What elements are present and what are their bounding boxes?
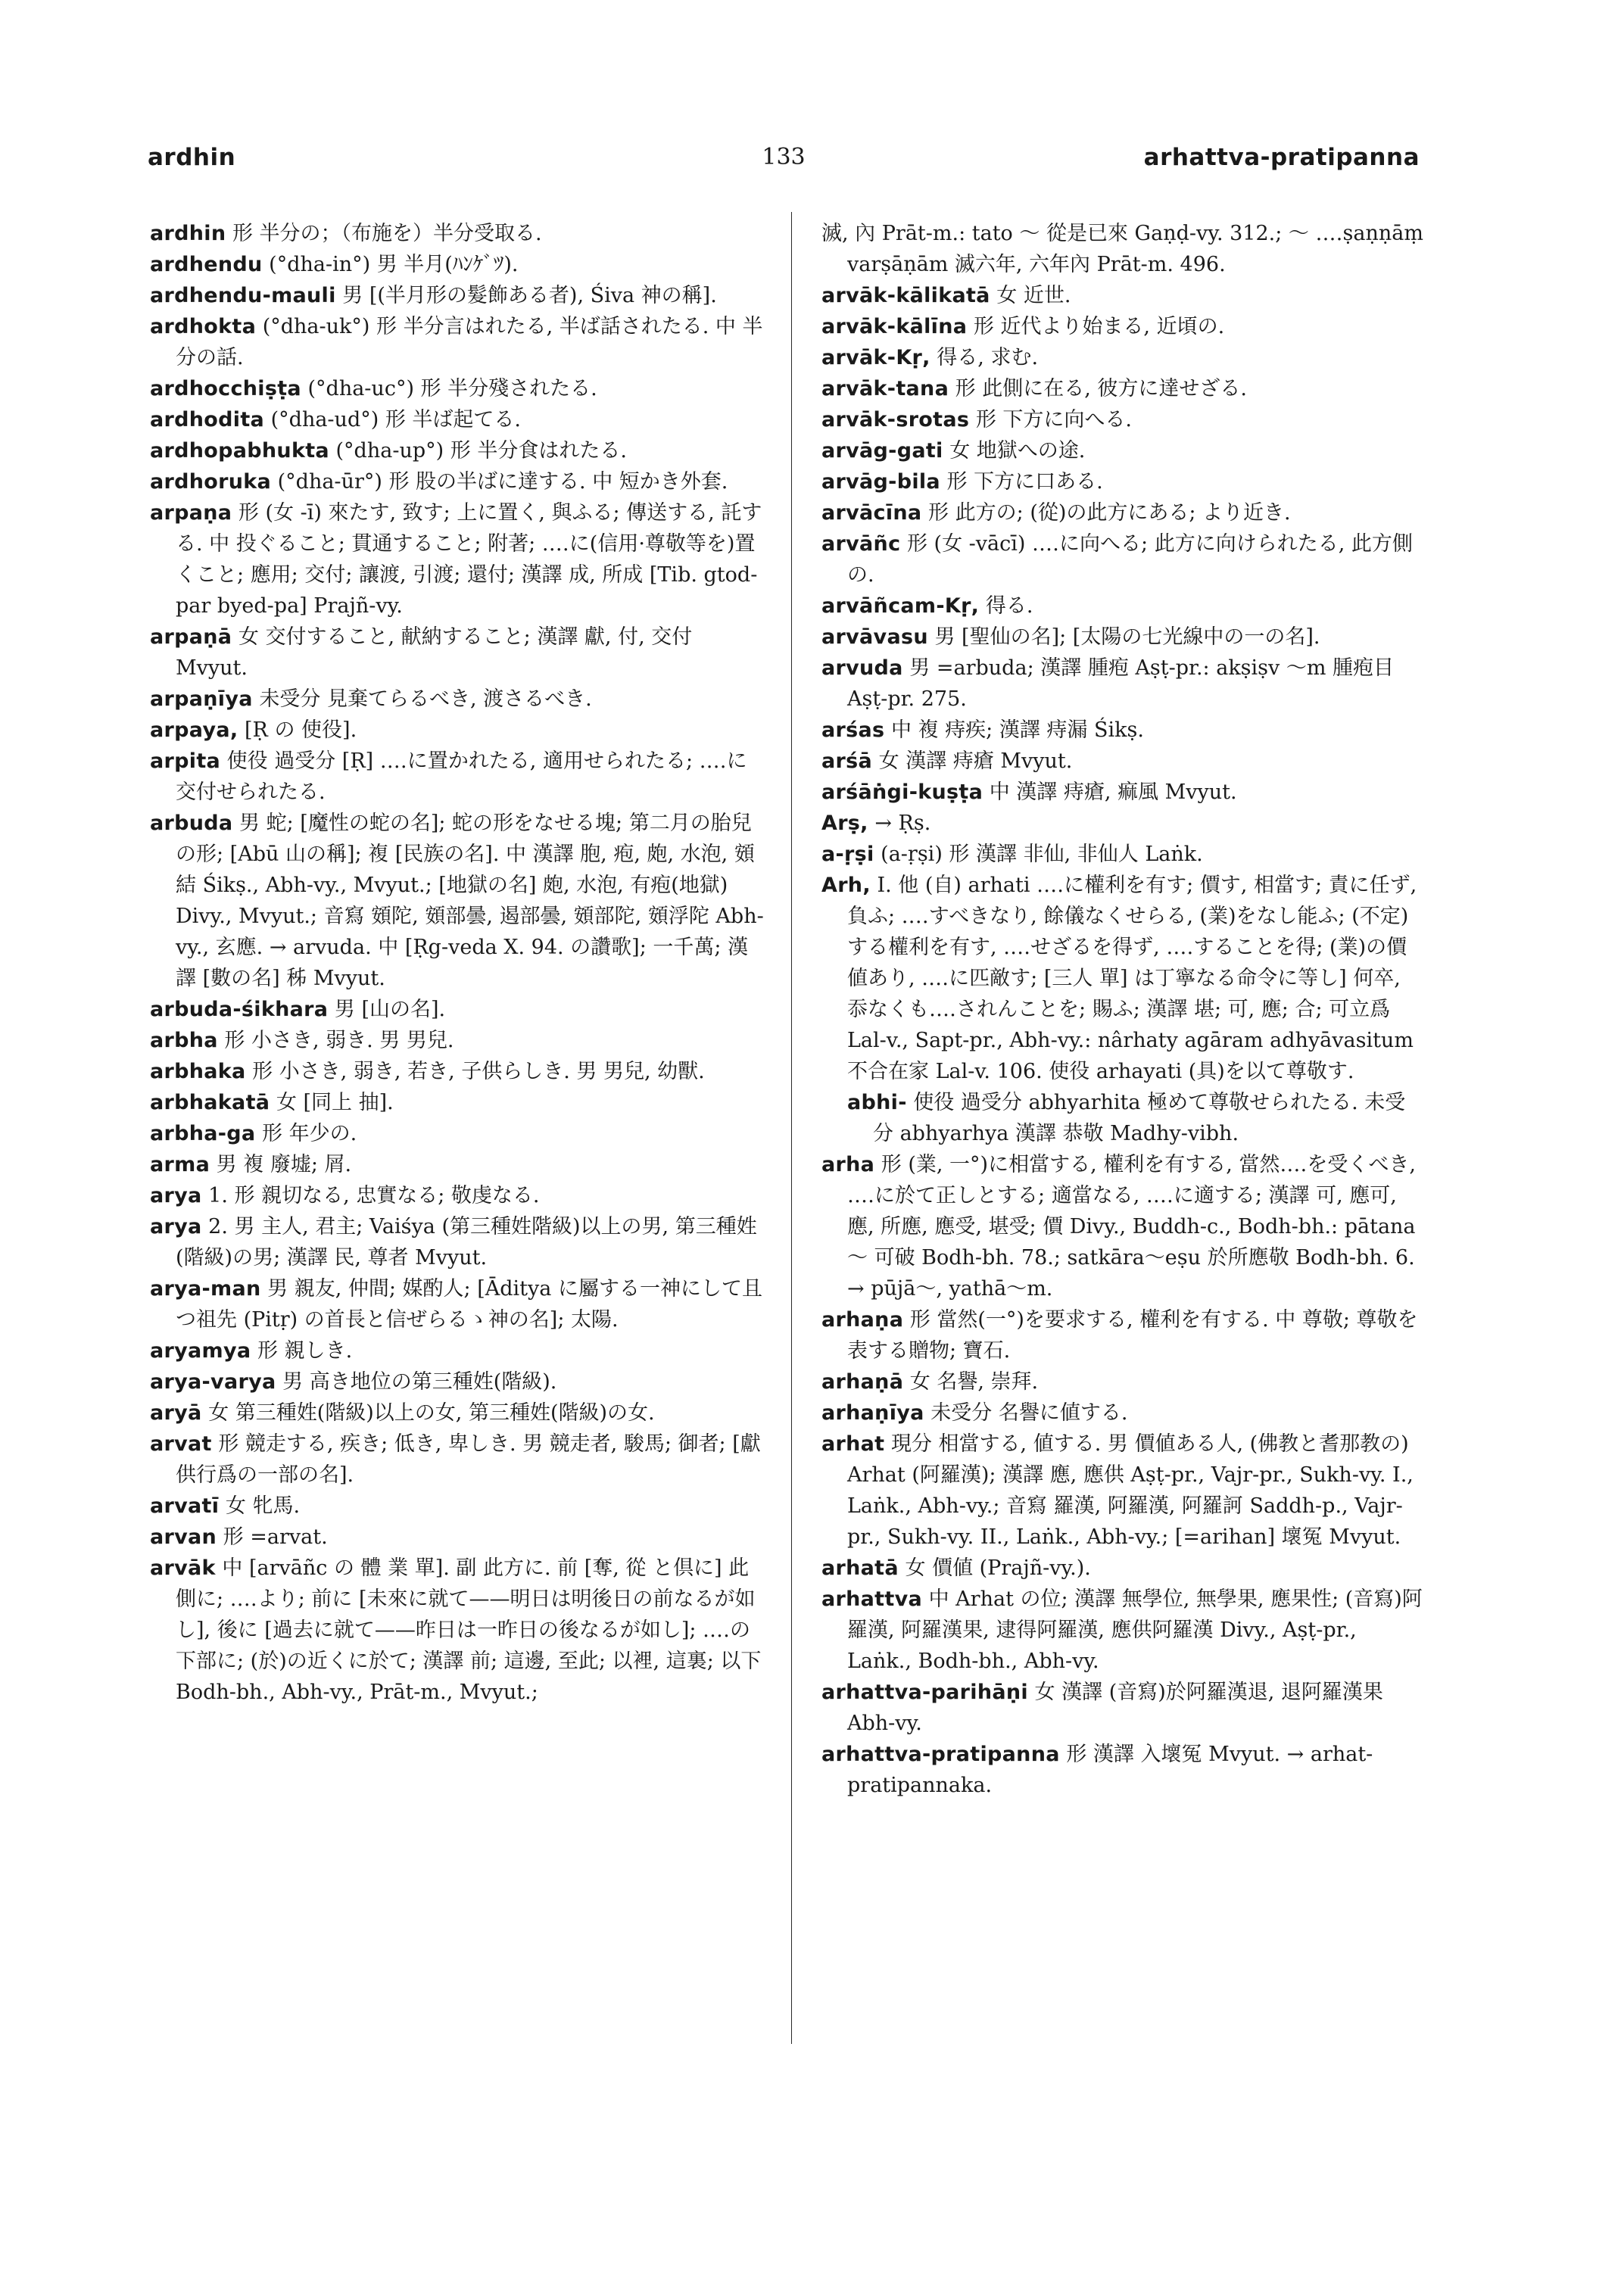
entry-definition: 形 =arvat. <box>217 1525 328 1549</box>
dictionary-entry <box>150 311 765 373</box>
entry-headword: ardhokta <box>150 315 257 338</box>
dictionary-entry <box>821 1553 1423 1584</box>
dictionary-entry <box>150 1397 765 1428</box>
entry-definition: 使役 過受分 [Ṛ] ‥‥に置かれたる, 適用せられたる; ‥‥に交付せられたる. <box>176 749 747 804</box>
entry-definition: 男 =arbuda; 漢譯 腫疱 Aṣṭ-pr.: akṣiṣv ～m 腫疱目 Aṣṭ-pr. 275. <box>847 656 1395 711</box>
dictionary-entry <box>150 1180 765 1211</box>
entry-headword: arśāṅgi-kuṣṭa <box>821 780 983 804</box>
entry-definition: 男 [聖仙の名]; [太陽の七光線中の一の名]. <box>927 625 1320 649</box>
dictionary-entry <box>150 1428 765 1491</box>
entry-headword: arvāñc <box>821 532 901 556</box>
entry-definition: 女 近世. <box>990 284 1071 307</box>
entry-headword: arhattva <box>821 1587 923 1611</box>
entry-definition: 形 (女 -vācī) ‥‥に向へる; 此方に向けられたる, 此方側の. <box>847 532 1413 587</box>
entry-definition: 男 [山の名]. <box>328 998 446 1021</box>
dictionary-entry <box>821 870 1423 1087</box>
dictionary-entry <box>150 1211 765 1273</box>
entry-definition: 形 近代より始まる, 近頃の. <box>967 315 1225 338</box>
entry-headword: arvāk-Kṛ, <box>821 346 930 369</box>
dictionary-entry <box>821 839 1423 870</box>
entry-headword: arhattva-pratipanna <box>821 1743 1060 1766</box>
dictionary-entry <box>821 622 1423 653</box>
dictionary-entry <box>821 1366 1423 1397</box>
dictionary-entry <box>150 218 765 249</box>
entry-headword: arbhakatā <box>150 1091 270 1114</box>
entry-headword: ardhodita <box>150 408 265 431</box>
dictionary-entry <box>821 497 1423 528</box>
entry-definition: 形 小さき, 弱き. 男 男兒. <box>217 1029 454 1052</box>
entry-headword: ardhocchiṣṭa <box>150 377 301 400</box>
dictionary-entry <box>821 1149 1423 1304</box>
entry-headword: arvāg-bila <box>821 470 940 494</box>
entry-headword: arpaṇīya <box>150 687 253 711</box>
entry-definition: 女 名譽, 崇拜. <box>903 1370 1039 1394</box>
entry-definition: 女 漢譯 痔瘡 Mvyut. <box>872 749 1073 773</box>
dictionary-entry <box>821 466 1423 497</box>
left-column <box>150 218 765 1708</box>
entry-headword: arvuda <box>821 656 903 680</box>
dictionary-entry <box>150 497 765 622</box>
dictionary-entry <box>150 280 765 311</box>
entry-headword: ardhin <box>150 222 226 245</box>
dictionary-entry <box>821 311 1423 342</box>
dictionary-entry <box>821 1397 1423 1428</box>
entry-headword: arvāvasu <box>821 625 928 649</box>
entry-headword: arvat <box>150 1432 212 1456</box>
entry-headword: arvāg-gati <box>821 439 943 463</box>
entry-definition: 未受分 名譽に値する. <box>924 1401 1128 1425</box>
entry-headword: arbhaka <box>150 1060 246 1083</box>
entry-definition: 2. 男 主人, 君主; Vaiśya (第三種姓階級)以上の男, 第三種姓(階級)の男; 漢譯 民, 尊者 Mvyut. <box>176 1215 757 1270</box>
entry-headword: arha <box>821 1153 875 1176</box>
entry-headword: arvāñcam-Kṛ, <box>821 594 980 618</box>
dictionary-entry <box>821 777 1423 808</box>
entry-definition: 滅, 內 Prāt-m.: tato ～ 從是已來 Gaṇḍ-vy. 312.; ～ ‥‥ṣaṇṇāṃ varṣāṇām 滅六年, 六年內 Prāt-m. 496. <box>821 222 1423 276</box>
entry-definition: 女 價値 (Prajñ-vy.). <box>898 1556 1091 1580</box>
dictionary-entry <box>150 249 765 280</box>
entry-headword: arśā <box>821 749 873 773</box>
dictionary-entry <box>150 994 765 1025</box>
entry-definition: 男 [(半月形の髮飾ある者), Śiva 神の稱]. <box>335 284 717 307</box>
entry-definition: 形 半分の；（布施を）半分受取る. <box>226 222 542 245</box>
entry-definition: 形 此方の; (從)の此方にある; より近き. <box>921 501 1291 525</box>
entry-headword: Arh, <box>821 874 871 897</box>
entry-headword: arvāk-srotas <box>821 408 970 431</box>
entry-headword: arbuda <box>150 812 233 835</box>
dictionary-entry <box>821 1304 1423 1366</box>
dictionary-entry <box>150 684 765 715</box>
entry-headword: arma <box>150 1153 210 1176</box>
entry-definition: 男 蛇; [魔性の蛇の名]; 蛇の形をなせる塊; 第二月の胎兒の形; [Abū 山の稱]; 複 [民族の名]. 中 漢譯 胞, 疱, 皰, 水泡, 頞結 Śikṣ., Abh-vy., Mvyut.; [地獄の名] 皰, 水泡, 有疱(地獄) Divy., Mvyut.; 音寫 頞陀, 頞部曇, 遏部曇, 頞部陀, 頞浮陀 Abh-vy., 玄應. → arvuda. 中 [Ṛg-veda X. 94. の讚歌]; 一千萬; 漢譯 [數の名] 秭 Mvyut. <box>176 812 764 990</box>
entry-definition: 使役 過受分 abhyarhita 極めて尊敬せられたる. 未受分 abhyarhya 漢譯 恭敬 Madhy-vibh. <box>873 1091 1406 1145</box>
header-left-word: ardhin <box>148 144 236 171</box>
entry-definition: 未受分 見棄てらるべき, 渡さるべき. <box>252 687 592 711</box>
entry-definition: 女 第三種姓(階級)以上の女, 第三種姓(階級)の女. <box>201 1401 655 1425</box>
entry-definition: 中 複 痔疾; 漢譯 痔漏 Śikṣ. <box>884 718 1144 742</box>
dictionary-entry <box>821 1428 1423 1553</box>
entry-definition: 女 交付すること, 献納すること; 漢譯 獻, 付, 交付 Mvyut. <box>176 625 693 680</box>
dictionary-entry <box>150 1335 765 1366</box>
entry-headword: arya-varya <box>150 1370 276 1394</box>
entry-definition: 形 競走する, 疾き; 低き, 卑しき. 男 競走者, 駿馬; 御者; [獻供行爲の一部の名]. <box>176 1432 761 1487</box>
entry-headword: arbha <box>150 1029 218 1052</box>
entry-headword: arya <box>150 1215 202 1238</box>
entry-definition: 得る, 求む. <box>930 346 1039 369</box>
dictionary-entry <box>821 342 1423 373</box>
entry-headword: arvan <box>150 1525 217 1549</box>
entry-definition: 中 漢譯 痔瘡, 痲風 Mvyut. <box>983 780 1237 804</box>
entry-headword: arvācīna <box>821 501 922 525</box>
entry-definition: 中 [arvāñc の 體 業 單]. 副 此方に. 前 [奪, 從 と倶に] 此側に; ‥‥より; 前に [未來に就て——明日は明後日の前なるが如し], 後に [過去に就て——昨日は一昨日の後なるが如し]; ‥‥の下部に; (於)の近くに於て; 漢譯 前; 這邊, 至此; 以裡, 這裏; 以下 Bodh-bh., Abh-vy., Prāt-m., Mvyut.; <box>176 1556 762 1704</box>
dictionary-entry <box>150 808 765 994</box>
entry-headword: ardhopabhukta <box>150 439 329 463</box>
entry-definition: 形 小さき, 弱き, 若き, 子供らしき. 男 男兒, 幼獸. <box>245 1060 705 1083</box>
entry-headword: arhaṇīya <box>821 1401 924 1425</box>
entry-headword: ardhoruka <box>150 470 272 494</box>
entry-headword: arhat <box>821 1432 885 1456</box>
entry-headword: arhaṇā <box>821 1370 904 1394</box>
dictionary-entry <box>821 808 1423 839</box>
entry-headword: abhi- <box>847 1091 907 1114</box>
entry-definition: (°dha-ūr°) 形 股の半ばに達する. 中 短かき外套. <box>271 470 728 494</box>
entry-headword: aryamya <box>150 1339 251 1363</box>
dictionary-entry <box>150 373 765 404</box>
entry-definition: 1. 形 親切なる, 忠實なる; 敬虔なる. <box>201 1184 540 1207</box>
entry-headword: arya-man <box>150 1277 261 1301</box>
entry-definition: 形 (業, 一°)に相當する, 權利を有する, 當然‥‥を受くべき, ‥‥に於て正しとする; 適當なる, ‥‥に適する; 漢譯 可, 應可, 應, 所應, 應受, 堪受; 價 Divy., Buddh-c., Bodh-bh.: pātana～ 可破 Bodh-bh. 78.; satkāra～eṣu 於所應敬 Bodh-bh. 6. → pūjā～, yathā～m. <box>847 1153 1417 1301</box>
dictionary-entry <box>821 1584 1423 1677</box>
entry-definition: (a-ṛṣi) 形 漢譯 非仙, 非仙人 Laṅk. <box>874 843 1203 866</box>
page-header <box>148 144 1420 182</box>
entry-definition: 女 牝馬. <box>219 1494 301 1518</box>
entry-headword: arvāk-kālīna <box>821 315 968 338</box>
entry-definition: 男 複 廢墟; 屑. <box>210 1153 352 1176</box>
entry-definition: 形 (女 -ī) 來たす, 致す; 上に置く, 與ふる; 傳送する, 託する. 中 投ぐること; 貫通すること; 附著; ‥‥に(信用·尊敬等を)置くこと; 應用; 交付; 讓渡, 引渡; 還付; 漢譯 成, 所成 [Tib. gtod-par byed-pa] Prajñ-vy. <box>176 501 762 618</box>
entry-definition: (°dha-up°) 形 半分食はれたる. <box>329 439 627 463</box>
dictionary-entry <box>821 404 1423 435</box>
entry-headword: ardhendu-mauli <box>150 284 336 307</box>
dictionary-entry <box>150 1118 765 1149</box>
entry-definition: 男 親友, 仲間; 媒酌人; [Āditya に屬する一神にして且つ祖先 (Pitṛ) の首長と信ぜらるゝ神の名]; 太陽. <box>176 1277 762 1332</box>
entry-definition: I. 他 (自) arhati ‥‥に權利を有す; 價す, 相當す; 責に任ず, 負ふ; ‥‥すべきなり, 餘儀なくせらる, (業)をなし能ふ; (不定)する權利を有す, ‥‥せざるを得ず, ‥‥することを得; (業)の價値あり, ‥‥に匹敵す; [三人 單] は丁寧なる命令に等し] 何卒, 忝なくも‥‥されんことを; 賜ふ; 漢譯 堪; 可, 應; 合; 可立爲 Lal-v., Sapt-pr., Abh-vy.: nârhaty agāram adhyāvasitum 不合在家 Lal-v. 106. 使役 arhayati (具)を以て尊敬す. <box>847 874 1417 1083</box>
dictionary-entry <box>150 1025 765 1056</box>
entry-definition: 形 當然(一°)を要求する, 權利を有する. 中 尊敬; 尊敬を表する贈物; 寶石. <box>847 1308 1418 1363</box>
entry-definition: 現分 相當する, 値する. 男 價値ある人, (佛教と耆那教の) Arhat (阿羅漢); 漢譯 應, 應供 Aṣṭ-pr., Vajr-pr., Sukh-vy. I., Laṅk., Abh-vy.; 音寫 羅漢, 阿羅漢, 阿羅訶 Saddh-p., Vajr-pr., Sukh-vy. II., Laṅk., Abh-vy.; [=arihan] 壞冤 Mvyut. <box>847 1432 1414 1549</box>
entry-definition: 形 親しき. <box>251 1339 353 1363</box>
entry-headword: Arṣ, <box>821 812 868 835</box>
dictionary-entry <box>847 1087 1423 1149</box>
entry-definition: 男 高き地位の第三種姓(階級). <box>276 1370 557 1394</box>
dictionary-entry <box>821 590 1423 622</box>
entry-headword: arbuda-śikhara <box>150 998 329 1021</box>
dictionary-entry <box>150 435 765 466</box>
entry-headword: arvāk-kālikatā <box>821 284 990 307</box>
dictionary-entry <box>150 1522 765 1553</box>
dictionary-entry <box>821 373 1423 404</box>
entry-headword: arpaya, <box>150 718 238 742</box>
dictionary-entry <box>821 1739 1423 1801</box>
dictionary-entry <box>821 746 1423 777</box>
entry-definition: → Ṛṣ. <box>868 812 931 835</box>
dictionary-entry <box>150 1087 765 1118</box>
dictionary-entry <box>150 466 765 497</box>
entry-definition: 女 [同上 抽]. <box>270 1091 394 1114</box>
dictionary-entry <box>150 746 765 808</box>
entry-definition: (°dha-uk°) 形 半分言はれたる, 半ば話されたる. 中 半分の話. <box>176 315 763 369</box>
dictionary-entry <box>821 1677 1423 1739</box>
dictionary-entry <box>150 715 765 746</box>
dictionary-entry <box>821 435 1423 466</box>
entry-headword: arpaṇa <box>150 501 232 525</box>
dictionary-entry <box>150 1056 765 1087</box>
entry-headword: arhaṇa <box>821 1308 904 1332</box>
entry-headword: arhatā <box>821 1556 899 1580</box>
entry-definition: 女 地獄への途. <box>943 439 1086 463</box>
page-number: 133 <box>762 144 806 170</box>
entry-headword: a-ṛṣi <box>821 843 874 866</box>
header-right-word: arhattva-pratipanna <box>1143 144 1420 171</box>
entry-headword: arvāk <box>150 1556 216 1580</box>
entry-definition: 中 Arhat の位; 漢譯 無學位, 無學果, 應果性; (音寫)阿羅漢, 阿羅漢果, 逮得阿羅漢, 應供阿羅漢 Divy., Aṣṭ-pr., Laṅk., Bodh-bh., Abh-vy. <box>847 1587 1423 1673</box>
entry-definition: 形 下方に口ある. <box>940 470 1103 494</box>
column-divider <box>791 212 792 2044</box>
dictionary-entry <box>150 1553 765 1708</box>
dictionary-entry <box>821 653 1423 715</box>
entry-headword: arhattva-parihāṇi <box>821 1681 1028 1704</box>
entry-definition: [Ṛ の 使役]. <box>238 718 357 742</box>
dictionary-entry <box>821 218 1423 280</box>
entry-definition: 得る. <box>979 594 1033 618</box>
entry-headword: arbha-ga <box>150 1122 256 1145</box>
dictionary-entry <box>821 528 1423 590</box>
entry-headword: arvāk-tana <box>821 377 949 400</box>
right-column <box>821 218 1423 1801</box>
dictionary-entry <box>150 1273 765 1335</box>
entry-definition: 形 下方に向へる. <box>969 408 1132 431</box>
entry-headword: aryā <box>150 1401 202 1425</box>
entry-headword: arśas <box>821 718 885 742</box>
entry-headword: arpaṇā <box>150 625 232 649</box>
entry-headword: arpita <box>150 749 221 773</box>
entry-headword: arya <box>150 1184 202 1207</box>
dictionary-entry <box>150 1366 765 1397</box>
entry-definition: (°dha-in°) 男 半月(ﾊﾝｹﾞﾂ). <box>262 253 519 276</box>
entry-definition: 女 漢譯 (音寫)於阿羅漢退, 退阿羅漢果 Abh-vy. <box>847 1681 1383 1735</box>
dictionary-entry <box>150 622 765 684</box>
entry-definition: (°dha-uc°) 形 半分殘されたる. <box>301 377 597 400</box>
entry-headword: ardhendu <box>150 253 263 276</box>
dictionary-entry <box>150 404 765 435</box>
dictionary-entry <box>150 1491 765 1522</box>
entry-definition: 形 年少の. <box>255 1122 357 1145</box>
entry-headword: arvatī <box>150 1494 220 1518</box>
dictionary-entry <box>821 715 1423 746</box>
dictionary-entry <box>821 280 1423 311</box>
entry-definition: 形 此側に在る, 彼方に達せざる. <box>949 377 1248 400</box>
entry-definition: 形 漢譯 入壞冤 Mvyut. → arhat-pratipannaka. <box>847 1743 1373 1797</box>
entry-definition: (°dha-ud°) 形 半ば起てる. <box>264 408 522 431</box>
dictionary-entry <box>150 1149 765 1180</box>
